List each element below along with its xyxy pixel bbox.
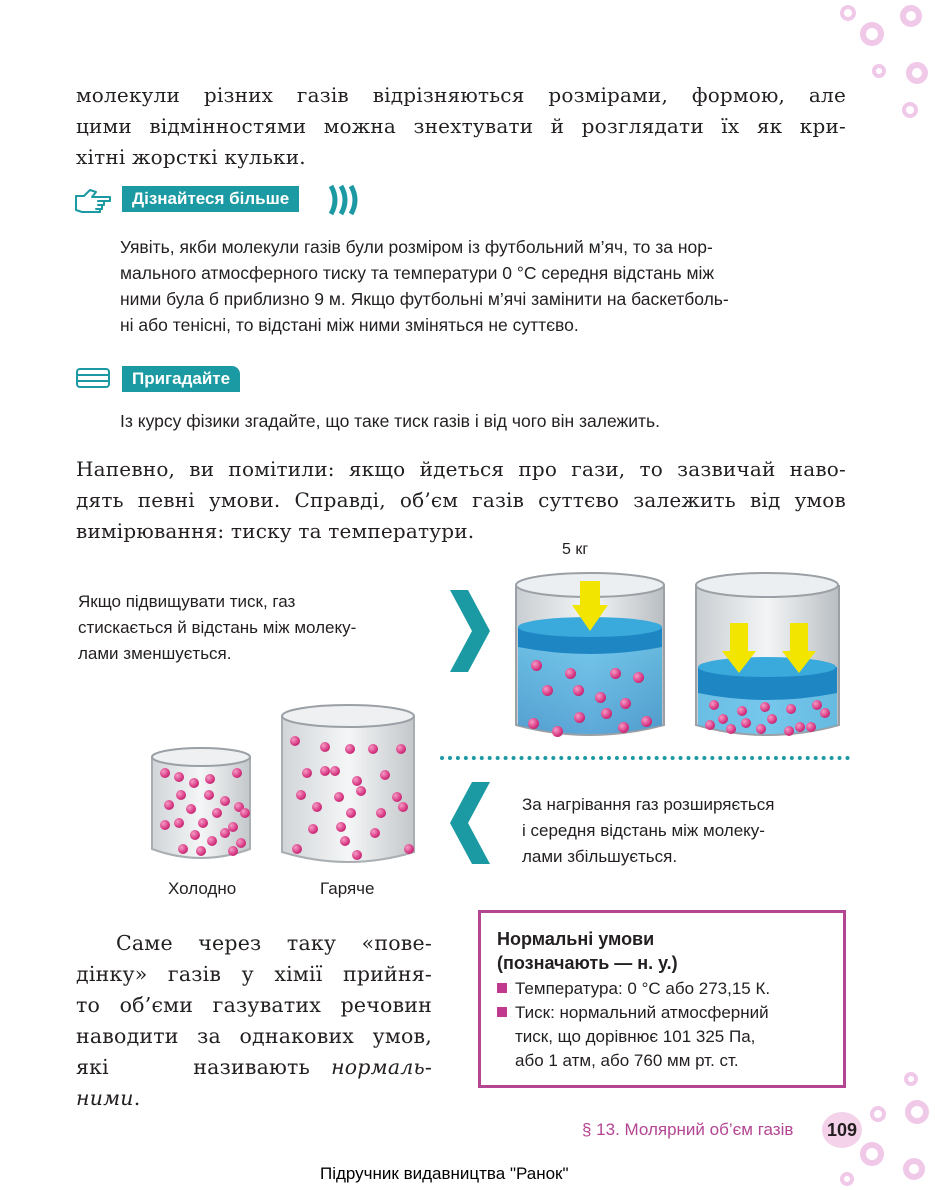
- period: .: [133, 1086, 141, 1110]
- paragraph-line: то об’єми газуватих речовин: [76, 993, 432, 1017]
- molecule-dot: [302, 768, 312, 778]
- molecule-dot: [312, 802, 322, 812]
- decor-ring: [872, 64, 886, 78]
- molecule-dot: [232, 768, 242, 778]
- molecule-dot: [737, 706, 747, 716]
- learn-more-tag: Дізнайтеся більше: [122, 186, 299, 212]
- molecule-dot: [198, 818, 208, 828]
- molecule-dot: [352, 776, 362, 786]
- molecule-dot: [290, 736, 300, 746]
- molecule-dot: [356, 786, 366, 796]
- box-item-text: Температура: 0 °С або 273,15 К.: [515, 979, 771, 998]
- caption-line: За нагрівання газ розширяється: [522, 795, 775, 814]
- molecule-dot: [392, 792, 402, 802]
- decor-ring: [840, 5, 856, 21]
- bullet-icon: [497, 983, 507, 993]
- molecule-dot: [795, 722, 805, 732]
- molecule-dot: [334, 792, 344, 802]
- paragraph-line: Напевно, ви помітили: якщо йдеться про гази, то зазвичай наво-: [76, 457, 846, 481]
- molecule-dot: [345, 744, 355, 754]
- molecule-dot: [186, 804, 196, 814]
- intro-line: цими відмінностями можна знехтувати й розглядати їх як кри-: [76, 114, 846, 138]
- molecule-dot: [176, 790, 186, 800]
- box-subtitle: (позначають — н. у.): [497, 953, 678, 973]
- molecule-dot: [610, 668, 621, 679]
- molecule-dot: [228, 846, 238, 856]
- decor-ring: [870, 1106, 886, 1122]
- molecule-dot: [641, 716, 652, 727]
- hot-label: Гаряче: [320, 879, 375, 898]
- box-item: [497, 1001, 842, 1025]
- box-item-cont: або 1 атм, або 760 мм рт. ст.: [515, 1051, 739, 1070]
- molecule-dot: [542, 685, 553, 696]
- term-normal: нормаль-: [331, 1055, 432, 1079]
- dotted-divider: [440, 756, 850, 760]
- caption-line: лами збільшується.: [522, 847, 678, 866]
- molecule-dot: [296, 790, 306, 800]
- learn-more-line: мального атмосферного тиску та температури 0 °С середня відстань між: [120, 263, 715, 283]
- molecule-dot: [370, 828, 380, 838]
- molecule-dot: [380, 770, 390, 780]
- molecule-dot: [806, 722, 816, 732]
- molecule-dot: [196, 846, 206, 856]
- molecule-dot: [346, 808, 356, 818]
- molecule-dot: [756, 724, 766, 734]
- book-icon: [76, 368, 110, 388]
- learn-more-line: ні або тенісні, то відстані між ними зміняться не суттєво.: [120, 315, 579, 335]
- molecule-dot: [767, 714, 777, 724]
- caption-line: і середня відстань між молеку-: [522, 821, 765, 840]
- learn-more-line: Уявіть, якби молекули газів були розміром із футбольний м’яч, то за нор-: [120, 237, 713, 257]
- pressure-caption: [78, 589, 356, 667]
- molecule-dot: [220, 796, 230, 806]
- paragraph-line: [76, 1083, 432, 1114]
- molecule-dot: [601, 708, 612, 719]
- paragraph-line: Саме через таку «пове-: [116, 931, 432, 955]
- molecule-dot: [618, 722, 629, 733]
- molecule-dot: [220, 828, 230, 838]
- molecule-dot: [160, 820, 170, 830]
- molecule-dot: [786, 704, 796, 714]
- molecule-dot: [205, 774, 215, 784]
- intro-line: хітні жорсткі кульки.: [76, 145, 306, 169]
- paragraph-line: дінку» газів у хімії прийня-: [76, 962, 432, 986]
- decor-ring: [902, 102, 918, 118]
- molecule-dot: [368, 744, 378, 754]
- heat-caption: [522, 792, 774, 870]
- molecule-dot: [398, 802, 408, 812]
- molecule-dot: [718, 714, 728, 724]
- learn-more-text: [120, 234, 846, 338]
- paragraph-line: наводити за однакових умов,: [76, 1024, 432, 1048]
- molecule-dot: [376, 808, 386, 818]
- molecule-dot: [573, 685, 584, 696]
- box-item: [497, 977, 842, 1001]
- molecule-dot: [189, 778, 199, 788]
- learn-more-line: ними була б приблизно 9 м. Якщо футбольні м’ячі замінити на баскетболь-: [120, 289, 729, 309]
- remember-tag: Пригадайте: [122, 366, 240, 392]
- caption-line: стискається й відстань між молеку-: [78, 618, 357, 637]
- molecule-dot: [190, 830, 200, 840]
- molecule-dot: [330, 766, 340, 776]
- molecule-dot: [308, 824, 318, 834]
- cold-label: Холодно: [168, 879, 237, 898]
- normal-conditions-paragraph: [76, 928, 432, 1114]
- molecule-dot: [784, 726, 794, 736]
- molecule-dot: [178, 844, 188, 854]
- decor-ring: [900, 5, 922, 27]
- term-normal-end: ними: [76, 1086, 134, 1110]
- chevron-left-icon: [448, 780, 492, 866]
- molecule-dot: [404, 844, 414, 854]
- decor-ring: [905, 1100, 929, 1124]
- paragraph-line: [76, 1052, 432, 1083]
- decor-ring: [840, 1172, 854, 1186]
- molecule-dot: [240, 808, 250, 818]
- molecule-dot: [212, 808, 222, 818]
- molecule-dot: [565, 668, 576, 679]
- intro-line: молекули різних газів відрізняються розмірами, формою, але: [76, 83, 846, 107]
- caption-line: Якщо підвищувати тиск, газ: [78, 592, 296, 611]
- bullet-icon: [497, 1007, 507, 1017]
- section-title: § 13. Молярний об’єм газів: [582, 1120, 794, 1139]
- publisher-note: Підручник видавництва "Ранок": [320, 1164, 569, 1183]
- decor-ring: [903, 1158, 925, 1180]
- molecule-dot: [552, 726, 563, 737]
- molecule-dot: [174, 772, 184, 782]
- molecule-dot: [340, 836, 350, 846]
- molecule-dot: [207, 836, 217, 846]
- molecule-dot: [320, 742, 330, 752]
- molecule-dot: [574, 712, 585, 723]
- molecule-dot: [292, 844, 302, 854]
- paragraph-line: вимірювання: тиску та температури.: [76, 519, 475, 543]
- decor-ring: [860, 1142, 884, 1166]
- box-item-cont: тиск, що дорівнює 101 325 Па,: [515, 1027, 756, 1046]
- molecule-dot: [709, 700, 719, 710]
- molecule-dot: [760, 702, 770, 712]
- molecule-dot: [396, 744, 406, 754]
- weight-label: 5 кг: [562, 541, 589, 558]
- box-item-text: Тиск: нормальний атмосферний: [515, 1003, 769, 1022]
- molecule-dot: [164, 800, 174, 810]
- molecule-dot: [620, 698, 631, 709]
- conditions-paragraph: [76, 454, 846, 547]
- remember-text: Із курсу фізики згадайте, що таке тиск газів і від чого він залежить.: [120, 411, 660, 431]
- molecule-dot: [741, 718, 751, 728]
- molecule-dot: [204, 790, 214, 800]
- molecule-dot: [160, 768, 170, 778]
- box-title: Нормальні умови: [497, 929, 655, 949]
- molecule-dot: [820, 708, 830, 718]
- molecule-dot: [236, 838, 246, 848]
- decor-ring: [906, 62, 928, 84]
- stripes-decor-icon: [327, 184, 367, 216]
- page-number: 109: [822, 1112, 862, 1148]
- molecule-dot: [352, 850, 362, 860]
- chevron-right-icon: [448, 588, 492, 674]
- molecule-dot: [726, 724, 736, 734]
- hand-pointer-icon: [74, 188, 114, 214]
- molecule-dot: [595, 692, 606, 703]
- molecule-dot: [336, 822, 346, 832]
- caption-line: лами зменшується.: [78, 644, 232, 663]
- molecule-dot: [705, 720, 715, 730]
- normal-conditions-box: [478, 910, 846, 1088]
- molecule-dot: [528, 718, 539, 729]
- molecule-dot: [320, 766, 330, 776]
- paragraph-line: дять певні умови. Справді, об’єм газів суттєво залежить від умов: [76, 488, 846, 512]
- molecule-dot: [174, 818, 184, 828]
- decor-ring: [904, 1072, 918, 1086]
- decor-ring: [860, 22, 884, 46]
- molecule-dot: [633, 672, 644, 683]
- molecule-dot: [531, 660, 542, 671]
- intro-paragraph: [76, 80, 846, 173]
- paragraph-text: які називають: [76, 1055, 310, 1079]
